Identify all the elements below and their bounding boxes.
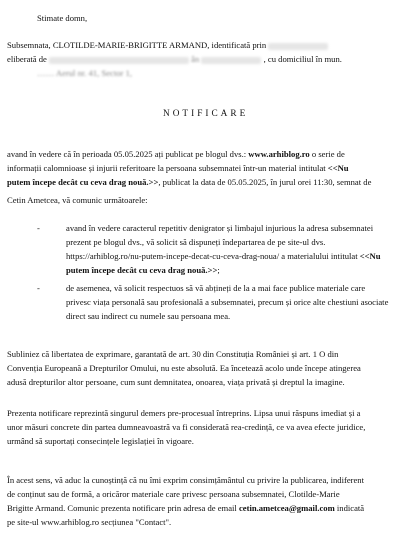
p4-text: pe site-ul xyxy=(7,517,41,527)
intro-text-blurred: ân xyxy=(191,54,200,64)
p1-text: avand în vedere că în perioada 05.05.2025 ați publicat pe blogul dvs.: xyxy=(7,149,249,159)
intro-line-1 xyxy=(7,39,328,52)
p1-text: , publicat la data de 05.05.2025, în jurul orei 11:30, semnat de xyxy=(158,177,372,187)
intro-line-3: …… Aerul nr. 41, Sector 1, xyxy=(37,68,132,78)
article-link[interactable]: https://arhiblog.ro/nu-putem-incepe-decat-cu-ceva-drag-noua/ xyxy=(66,251,280,261)
intro-text: eliberată de xyxy=(7,54,47,64)
p1-line-2 xyxy=(7,162,349,175)
p3-line-1: Prezenta notificare reprezintă singurul demers pre-procesual întreprins. Lipsa unui răspuns imediat și a xyxy=(7,408,361,418)
bullet-dash: - xyxy=(37,223,40,233)
bullet1-text-bold: <<Nu xyxy=(359,251,381,261)
intro-text: , cu domiciliul în mun. xyxy=(263,54,342,64)
p2-line-3: adusă drepturilor altor persoane, cum sunt demnitatea, onoarea, viața privată și dreptul la imagine. xyxy=(7,377,345,387)
p4-text: indicată xyxy=(334,503,365,513)
p4-line-3 xyxy=(7,502,364,515)
p4-text: secțiunea "Contact". xyxy=(99,517,172,527)
p4-text: Brigitte Armand. Comunic prezenta notificare prin adresa de email xyxy=(7,503,239,513)
bullet1-line-2: prezent pe blogul dvs., vă solicit să dispuneți îndepartarea de pe site-ul dvs. xyxy=(66,237,326,247)
p1-text: o serie de xyxy=(309,149,345,159)
p1-line-3 xyxy=(7,176,371,189)
blog-link[interactable]: www.arhiblog.ro xyxy=(248,149,310,159)
bullet2-line-1: de asemenea, vă solicit respectuos să vă abțineți de la a mai face publice materiale care xyxy=(66,283,366,293)
p4-line-1: În acest sens, vă aduc la cunoștință că nu îmi exprim consimțământul cu privire la publicarea, indiferent xyxy=(7,475,364,485)
bullet2-line-2: privesc viața personală sau profesională a subsemnatei, precum și orice alte chestiuni asociate xyxy=(66,297,389,307)
p4-line-4 xyxy=(7,516,171,529)
intro-text: Subsemnata, CLOTILDE-MARIE-BRIGITTE ARMAND, identificată prin xyxy=(7,40,267,50)
bullet1-line-1: avand în vedere caracterul repetitiv denigrator și limbajul injurious la adresa subsemnatei xyxy=(66,223,374,233)
p1-text-bold: putem începe decât cu ceva drag nouă.>> xyxy=(7,177,159,187)
p2-line-1: Subliniez că libertatea de exprimare, garantată de art. 30 din Constituția României și art. 1 O din xyxy=(7,349,339,359)
bullet1-line-3 xyxy=(66,250,381,263)
bullet1-text: ; xyxy=(217,265,220,275)
redacted-block xyxy=(268,43,328,50)
p2-line-2: Convenția Europeană a Drepturilor Omului, nu este absolută. Ea încetează acolo unde începe atingerea xyxy=(7,363,361,373)
email-link[interactable]: cetin.ametcea@gmail.com xyxy=(238,503,335,513)
intro-line-2 xyxy=(7,53,342,66)
p1-text: informații calomnioase și injurii referitoare la persoana subsemnatei într-un material intitulat xyxy=(7,163,328,173)
p1-line-4: Cetin Ametcea, vă comunic următoarele: xyxy=(7,195,148,205)
bullet-dash: - xyxy=(37,283,40,293)
p3-line-2: unor măsuri concrete din partea dumneavoastră va fi considerată rea-credință, ce va avea efecte juridice, xyxy=(7,422,366,432)
p1-line-1 xyxy=(7,148,345,161)
bullet1-text-bold: putem începe decât cu ceva drag nouă.>> xyxy=(66,265,218,275)
bullet2-line-3: direct sau indirect cu numele sau persoana mea. xyxy=(66,311,231,321)
redacted-block xyxy=(49,57,189,64)
p1-text-bold: <<Nu xyxy=(327,163,349,173)
p3-line-3: urmând să suportați consecințele legislației în vigoare. xyxy=(7,436,194,446)
p4-line-2: de conținut sau de formă, a oricăror materiale care privesc persoana subsemnatei, Clotilde-Marie xyxy=(7,489,340,499)
blog-link[interactable]: www.arhiblog.ro xyxy=(40,517,100,527)
redacted-block xyxy=(201,57,261,64)
document-title: NOTIFICARE xyxy=(163,109,249,119)
greeting: Stimate domn, xyxy=(37,13,88,23)
bullet1-line-4 xyxy=(66,264,220,277)
bullet1-text: a materialului intitulat xyxy=(279,251,360,261)
